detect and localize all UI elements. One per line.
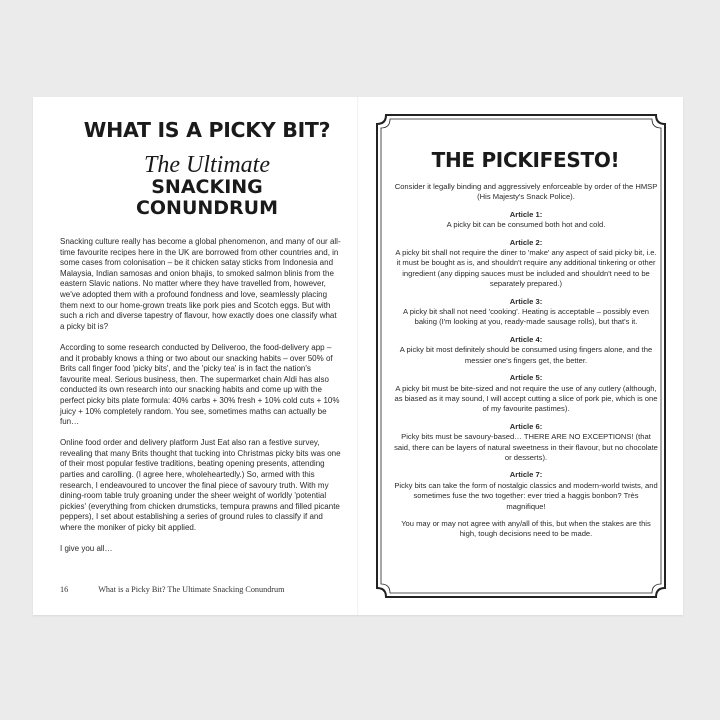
article [394,335,658,366]
right-page [358,97,683,615]
article [394,373,658,415]
subtitle-line-2: CONUNDRUM [135,197,279,219]
article-text: A picky bit can be consumed both hot and cold. [446,220,606,230]
article-title: Article 1: [509,209,543,219]
book-spread [33,97,683,615]
article [394,210,658,231]
subtitle-italic: The Ultimate [144,152,270,178]
article-text: A picky bit shall not need 'cooking'. Heating is acceptable – possibly even baking (I'm looking at you, ready-made sausage rolls), but that's it. [402,307,650,327]
subtitle-line-1: SNACKING [151,176,263,198]
left-page [33,97,358,615]
paragraph: According to some research conducted by Deliveroo, the food-delivery app – and it probably knows a thing or two about our snacking habits – over 50% of Brits call finger food 'picky bits', and the 'picky tea' is in fact the nation's favourite meal. Serious business, then. The supermarket chain Aldi has also conducted its own research into our snacking habits and come up with the perfect picky bits plate formula: 40% carbs + 30% fresh + 10% cold cuts + 10% juicy + 10% completely random. You see, sometimes maths can actually be fun… [60,342,340,427]
subtitle-bold [33,177,381,219]
article-text: Picky bits can take the form of nostalgic classics and modern-world twists, and sometimes fuse the two together: ever tried a haggis bonbon? Très magnifique! [394,480,658,511]
paragraph: Online food order and delivery platform Just Eat also ran a festive survey, revealing that many Brits thought that tucking into Christmas picky bits was one of their most popular festive traditions, beating opening presents, attending parties and carolling. (I agree here, wholeheartedly.) So, armed with this research, I endeavoured to uncover the final piece of savoury truth. With my dining-room table truly groaning under the sheer weight of worldly 'potential pickies' (everything from chicken drumsticks, tempura prawns and filled picante peppers), I set about establishing a series of ground rules to classify if and where the moniker of picky bit applied. [60,438,341,533]
article-title: Article 3: [509,296,543,306]
paragraph: Snacking culture really has become a global phenomenon, and many of our all-time favourite recipes here in the UK are borrowed from other countries and, in some cases from colonisation – be it chicken satay sticks from Indonesia and Malaysia, Indian samosas and onion bhajis, to smoked salmon blinis from the eastern Slavic nations. No matter where they have travelled from, however, we've adopted them with a profound fondness and love, seamlessly placing them next to our home-grown treats like pork pies and Scotch eggs. But with such a rich and diverse tapestry of flavour, how exactly does one classify what a picky bit is? [60,237,341,331]
body-text [60,237,343,565]
article-text: A picky bit shall not require the diner to 'make' any aspect of said picky bit, i.e. it must be bought as is, and shouldn't require any additional tinkering or other ingredient (any dipping sauces must be included and shouldn't need to be separately prepared.) [395,248,657,289]
article [394,297,658,328]
article-title: Article 6: [509,421,543,431]
article-text: A picky bit most definitely should be consumed using fingers alone, and the messier one's fingers get, the better. [399,345,653,365]
page-title: WHAT IS A PICKY BIT? [83,118,331,142]
article-text: Picky bits must be savoury-based… THERE ARE NO EXCEPTIONS! (that said, there can be layers of natural sweetness in their flavour, but no chocolate or desserts). [394,432,658,462]
closing-text: You may or may not agree with any/all of this, but when the stakes are this high, tough decisions need to be made. [401,518,651,539]
article [394,470,658,512]
article [394,238,658,290]
article-title: Article 4: [509,334,543,344]
running-footer: What is a Picky Bit? The Ultimate Snacking Conundrum [98,585,285,594]
article-title: Article 5: [509,373,543,383]
paragraph: I give you all… [60,544,113,554]
intro-text: Consider it legally binding and aggressively enforceable by order of the HMSP (His Majesty's Snack Police). [394,182,658,202]
article-title: Article 2: [509,237,543,247]
page-footer [60,585,350,594]
article [394,422,658,464]
pickifesto-body [394,182,658,547]
pickifesto-title: THE PICKIFESTO! [431,148,620,172]
article-text: A picky bit must be bite-sized and not require the use of any cutlery (although, as biased as it may sound, I will accept cutting a slice of pork pie, which is one of my favourite pastimes). [394,383,658,414]
article-title: Article 7: [509,470,543,480]
page-number: 16 [60,585,69,594]
